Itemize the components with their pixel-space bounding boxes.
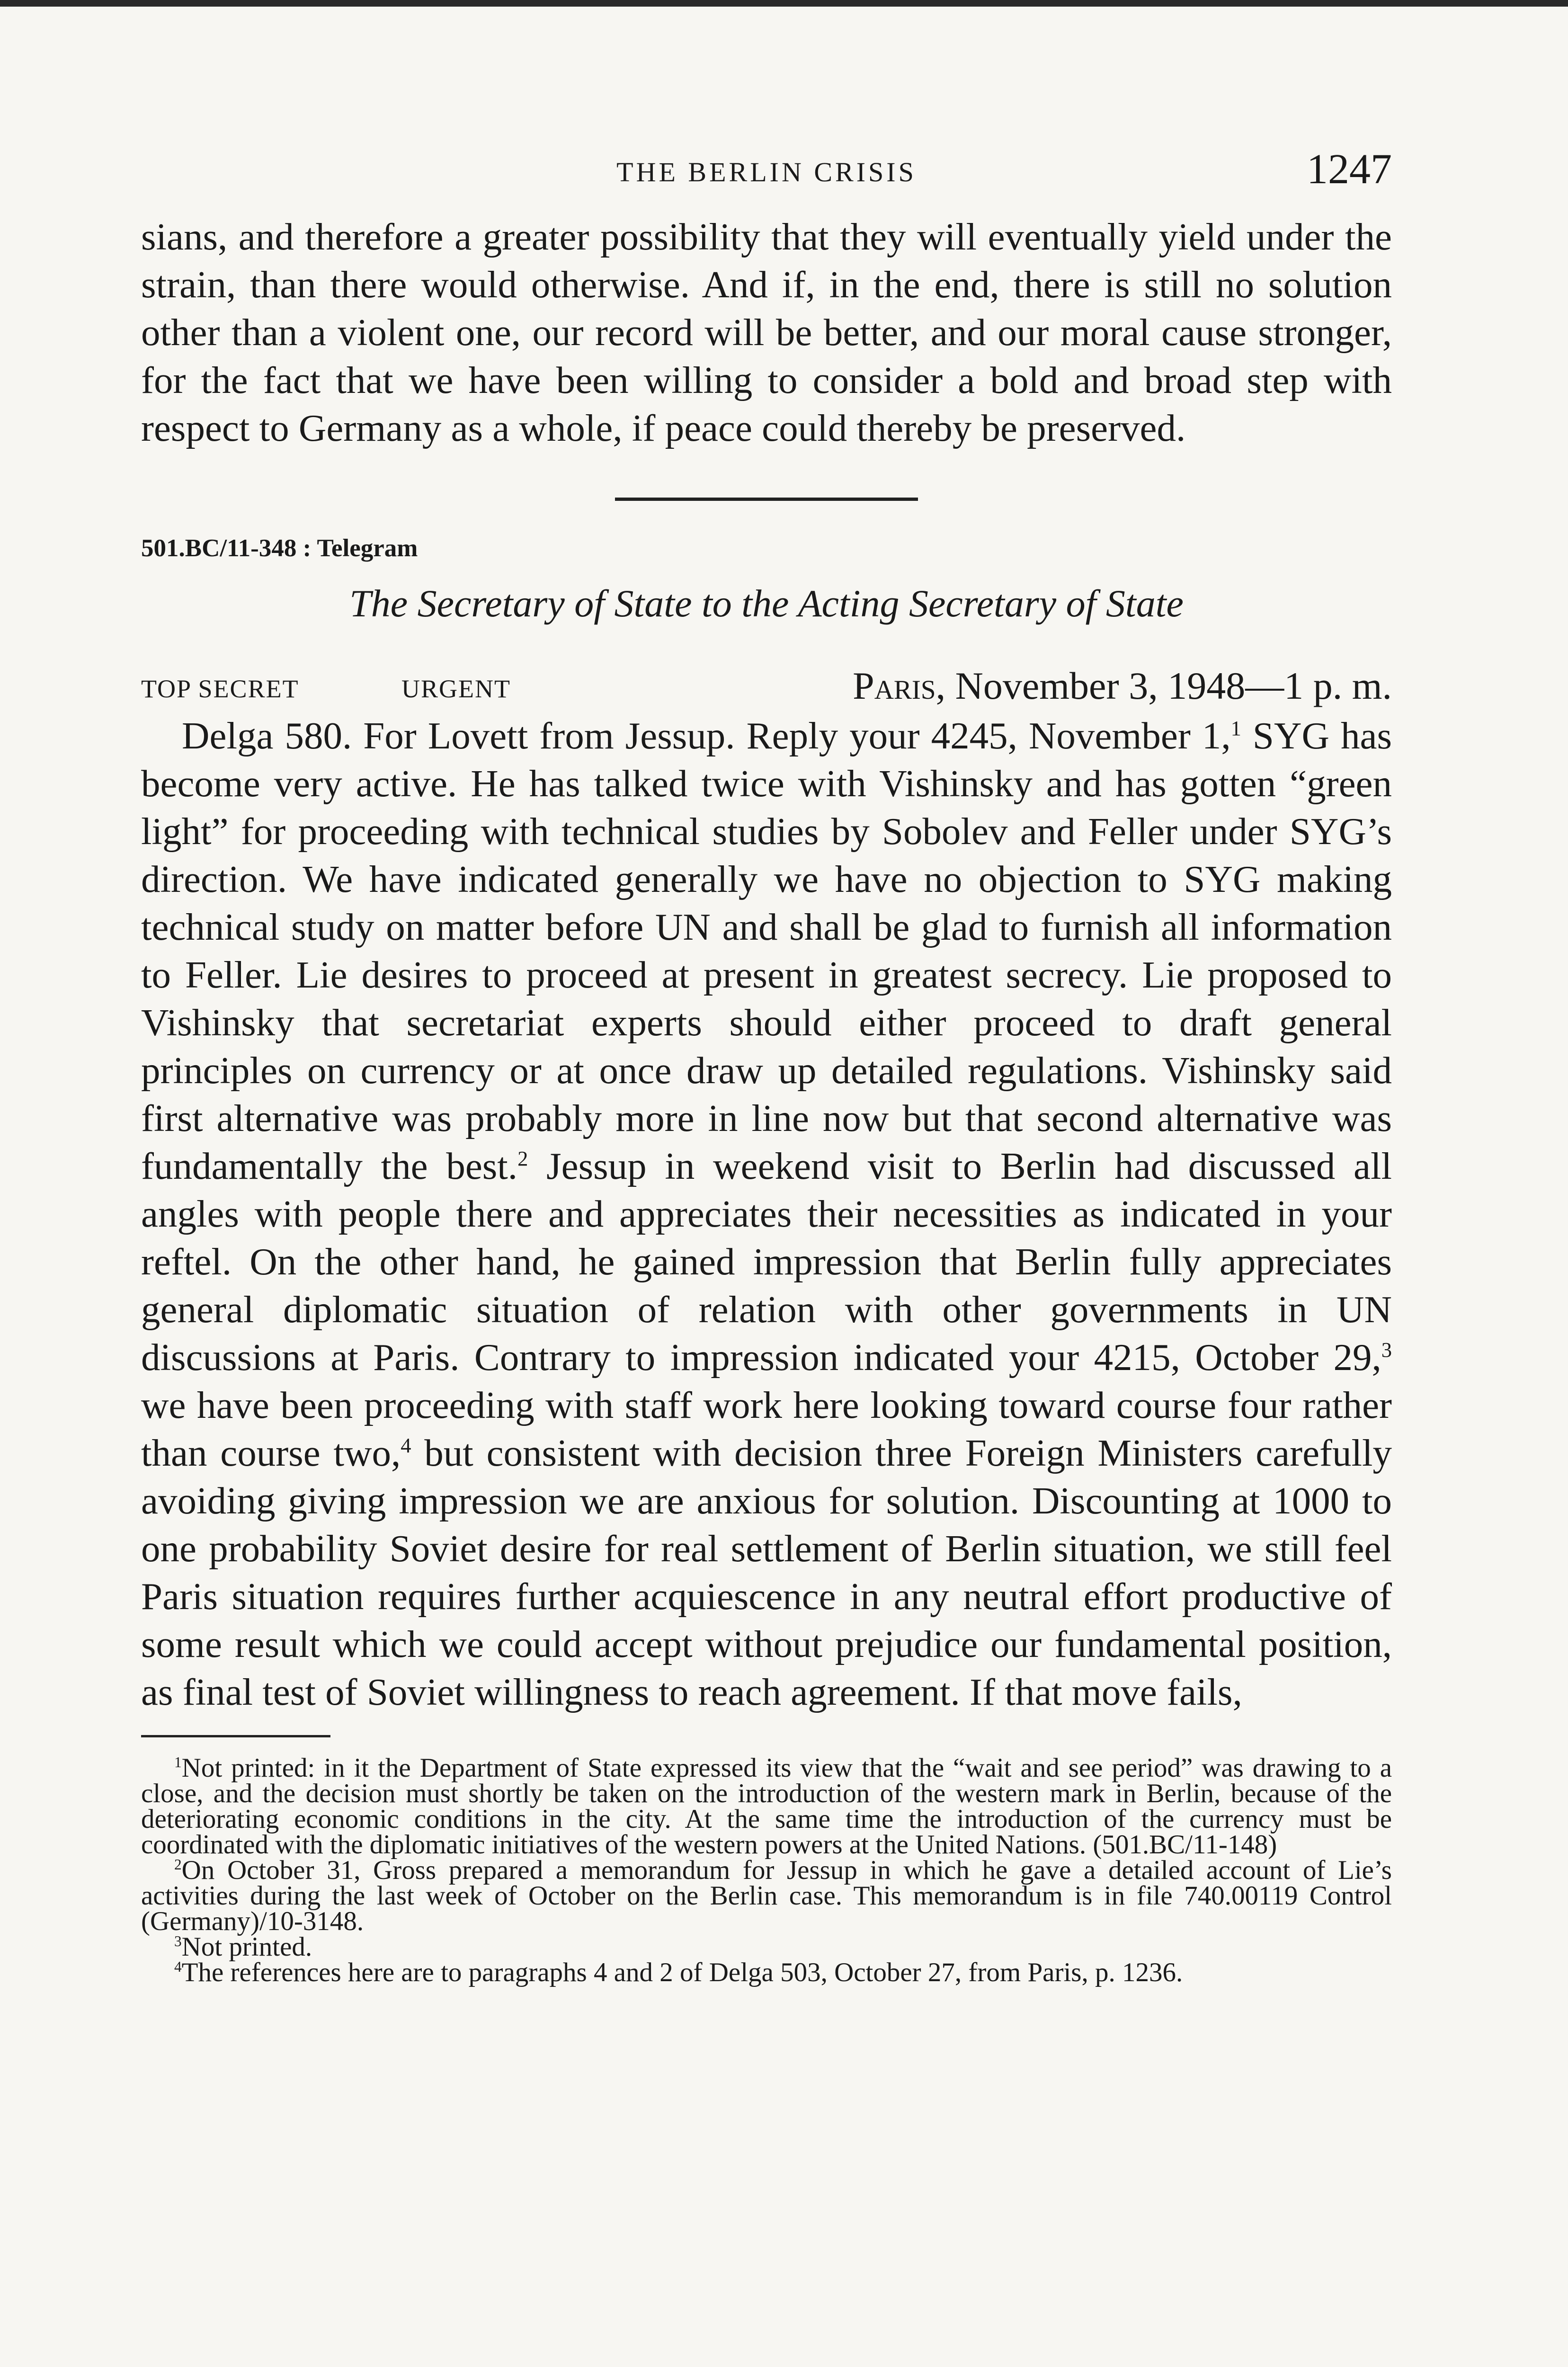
dateline-date: , November 3, 1948—1 p. m. [935, 664, 1392, 707]
footnote-marker: 1 [174, 1754, 182, 1771]
footnote-text: Not printed. [181, 1932, 312, 1962]
page-header [141, 142, 1392, 213]
continuation-paragraph: sians, and therefore a greater possibility that they will eventually yield under the strain, than there would otherwise. And if, in the end, there is still no solution other than a violent one, our record will be better, and our moral cause stronger, for the fact that we have been willing to consider a bold and broad step with respect to Germany as a whole, if peace could thereby be preserved. [141, 215, 1392, 449]
footnote-ref-2: 2 [517, 1147, 528, 1170]
body-part-5: but consistent with decision three Foreign Ministers carefully avoiding giving impression we are anxious for solution. Discounting at 1000 to one probability Soviet desire for real settlement of Berlin situation, we still feel Paris situation requires further acquiescence in any neutral effort productive of some result which we could accept without prejudice our fundamental position, as final test of Soviet willingness to reach agreement. If that move fails, [141, 1432, 1392, 1713]
footnote [141, 1855, 1392, 1936]
document-title: The Secretary of State to the Acting Secretary of State [349, 582, 1184, 625]
footnote-ref-4: 4 [401, 1433, 411, 1457]
dateline-place: Paris [853, 664, 936, 707]
footnote-ref-1: 1 [1230, 716, 1241, 740]
page-number: 1247 [1307, 146, 1392, 193]
footnote-marker: 3 [174, 1933, 182, 1949]
footnote-text: Not printed: in it the Department of State expressed its view that the “wait and see period” was drawing to a close, and the decision must shortly be taken on the introduction of the western mark in Berlin, because of the deteriorating economic conditions in the city. At the same time the introduction of the currency must be coordinated with the diplomatic initiatives of the western powers at the United Nations. (501.BC/11-148) [141, 1753, 1392, 1860]
body-part-2: SYG has become very active. He has talked twice with Vishinsky and has gotten “green light” for proceeding with technical studies by Sobolev and Feller under SYG’s direction. We have indicated generally we have no objection to SYG making technical study on matter before UN and shall be glad to furnish all information to Feller. Lie desires to proceed at present in greatest secrecy. Lie proposed to Vishinsky that secretariat experts should either proceed to draft general principles on currency or at once draw up detailed regulations. Vishinsky said first alternative was probably more in line now but that second alternative was fundamentally the best. [141, 714, 1392, 1187]
top-edge-rule [0, 0, 1568, 7]
footnote [141, 1960, 1392, 1985]
body-part-4: we have been proceeding with staff work here looking toward course four rather than course two, [141, 1384, 1392, 1474]
footnote-rule [141, 1735, 330, 1737]
footnotes [141, 1755, 1392, 1985]
document-page [141, 142, 1392, 1985]
footnote-text: On October 31, Gross prepared a memorandum for Jessup in which he gave a detailed account of Lie’s activities during the last week of October on the Berlin case. This memorandum is in file 740.00119 Control (Germany)/10-3148. [141, 1855, 1392, 1936]
body-part-1: Delga 580. For Lovett from Jessup. Reply your 4245, November 1, [182, 714, 1231, 757]
classification-top-secret: TOP SECRET [141, 675, 299, 703]
telegram-meta-line [141, 664, 1392, 712]
footnote [141, 1755, 1392, 1858]
file-reference: 501.BC/11-348 : Telegram [141, 534, 418, 562]
footnote-ref-3: 3 [1381, 1338, 1392, 1361]
body-part-3: Jessup in weekend visit to Berlin had discussed all angles with people there and appreciates their necessities as indicated in your reftel. On the other hand, he gained impression that Berlin fully appreciates general diplomatic situation of relation with other governments in UN discussions at Paris. Contrary to impression indicated your 4215, October 29, [141, 1145, 1392, 1379]
footnote-text: The references here are to paragraphs 4 and 2 of Delga 503, October 27, from Paris, p. 1236. [181, 1958, 1183, 1987]
footnote-marker: 2 [174, 1856, 182, 1873]
section-divider [615, 498, 918, 501]
running-head: THE BERLIN CRISIS [616, 157, 917, 187]
footnote [141, 1934, 1392, 1960]
dateline [853, 664, 1392, 708]
telegram-body [141, 712, 1392, 1716]
footnote-marker: 4 [174, 1958, 182, 1975]
classification-urgent: URGENT [401, 675, 511, 703]
